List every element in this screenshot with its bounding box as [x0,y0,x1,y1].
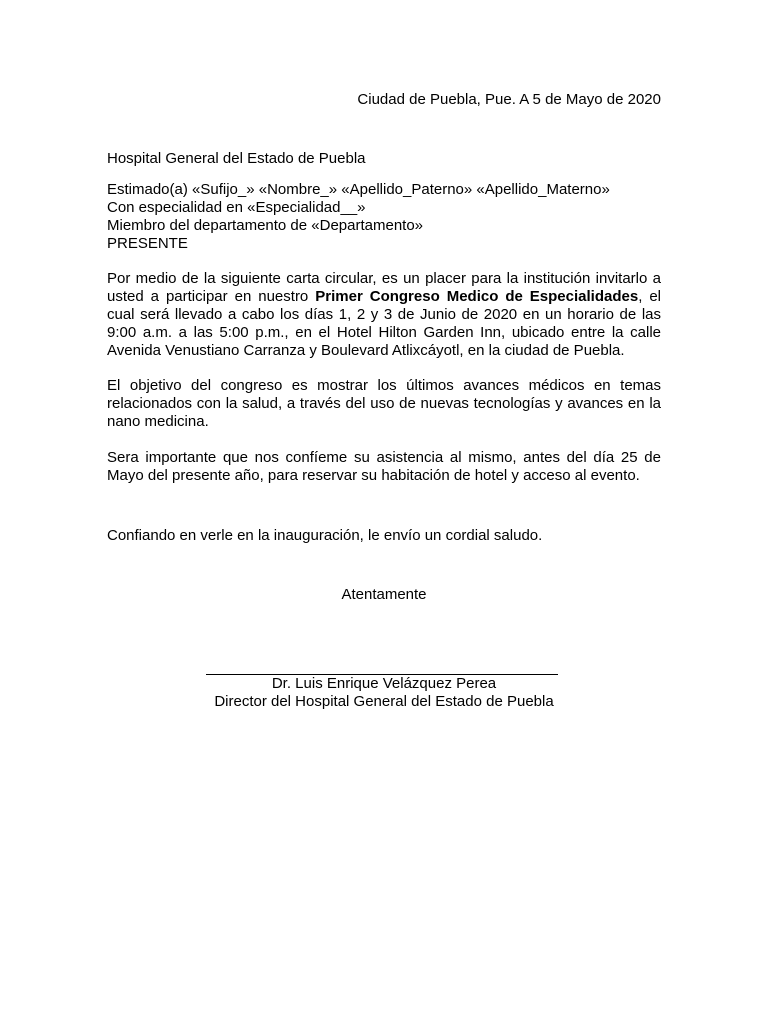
recipient-specialty: Con especialidad en «Especialidad__» [107,199,366,216]
invitation-text-start: Por medio de la siguiente carta circular, es un placer para la institución invitarlo a usted a participar en nuestro [107,270,661,305]
recipient-department: Miembro del departamento de «Departamento» [107,217,424,234]
date-line: Ciudad de Puebla, Pue. A 5 de Mayo de 2020 [357,91,661,108]
valediction: Atentamente [341,586,427,603]
recipient-greeting: Estimado(a) «Sufijo_» «Nombre_» «Apellido_Paterno» «Apellido_Materno» [107,181,610,198]
paragraph-closing: Confiando en verle en la inauguración, le envío un cordial saludo. [107,527,543,544]
congress-name: Primer Congreso Medico de Especialidades [315,288,639,305]
signer-name: Dr. Luis Enrique Velázquez Perea [271,675,497,692]
paragraph-invitation [107,270,661,360]
recipient-institution: Hospital General del Estado de Puebla [107,150,366,167]
paragraph-objective: El objetivo del congreso es mostrar los últimos avances médicos en temas relacionados con la salud, a través del uso de nuevas tecnologías y avances en la nano medicina. [107,377,661,430]
paragraph-confirmation: Sera importante que nos confíeme su asistencia al mismo, antes del día 25 de Mayo del presente año, para reservar su habitación de hotel y acceso al evento. [107,449,661,484]
recipient-presente: PRESENTE [107,235,188,252]
invitation-text-end: , el cual será llevado a cabo los días 1, 2 y 3 de Junio de 2020 en un horario de las 9:00 a.m. a las 5:00 p.m., en el Hotel Hilton Garden Inn, ubicado entre la calle Avenida Venustiano Carranza y Boulevard Atlixcáyotl, en la ciudad de Puebla. [107,288,661,359]
recipient-block [107,181,661,253]
signer-title: Director del Hospital General del Estado de Puebla [214,693,554,710]
